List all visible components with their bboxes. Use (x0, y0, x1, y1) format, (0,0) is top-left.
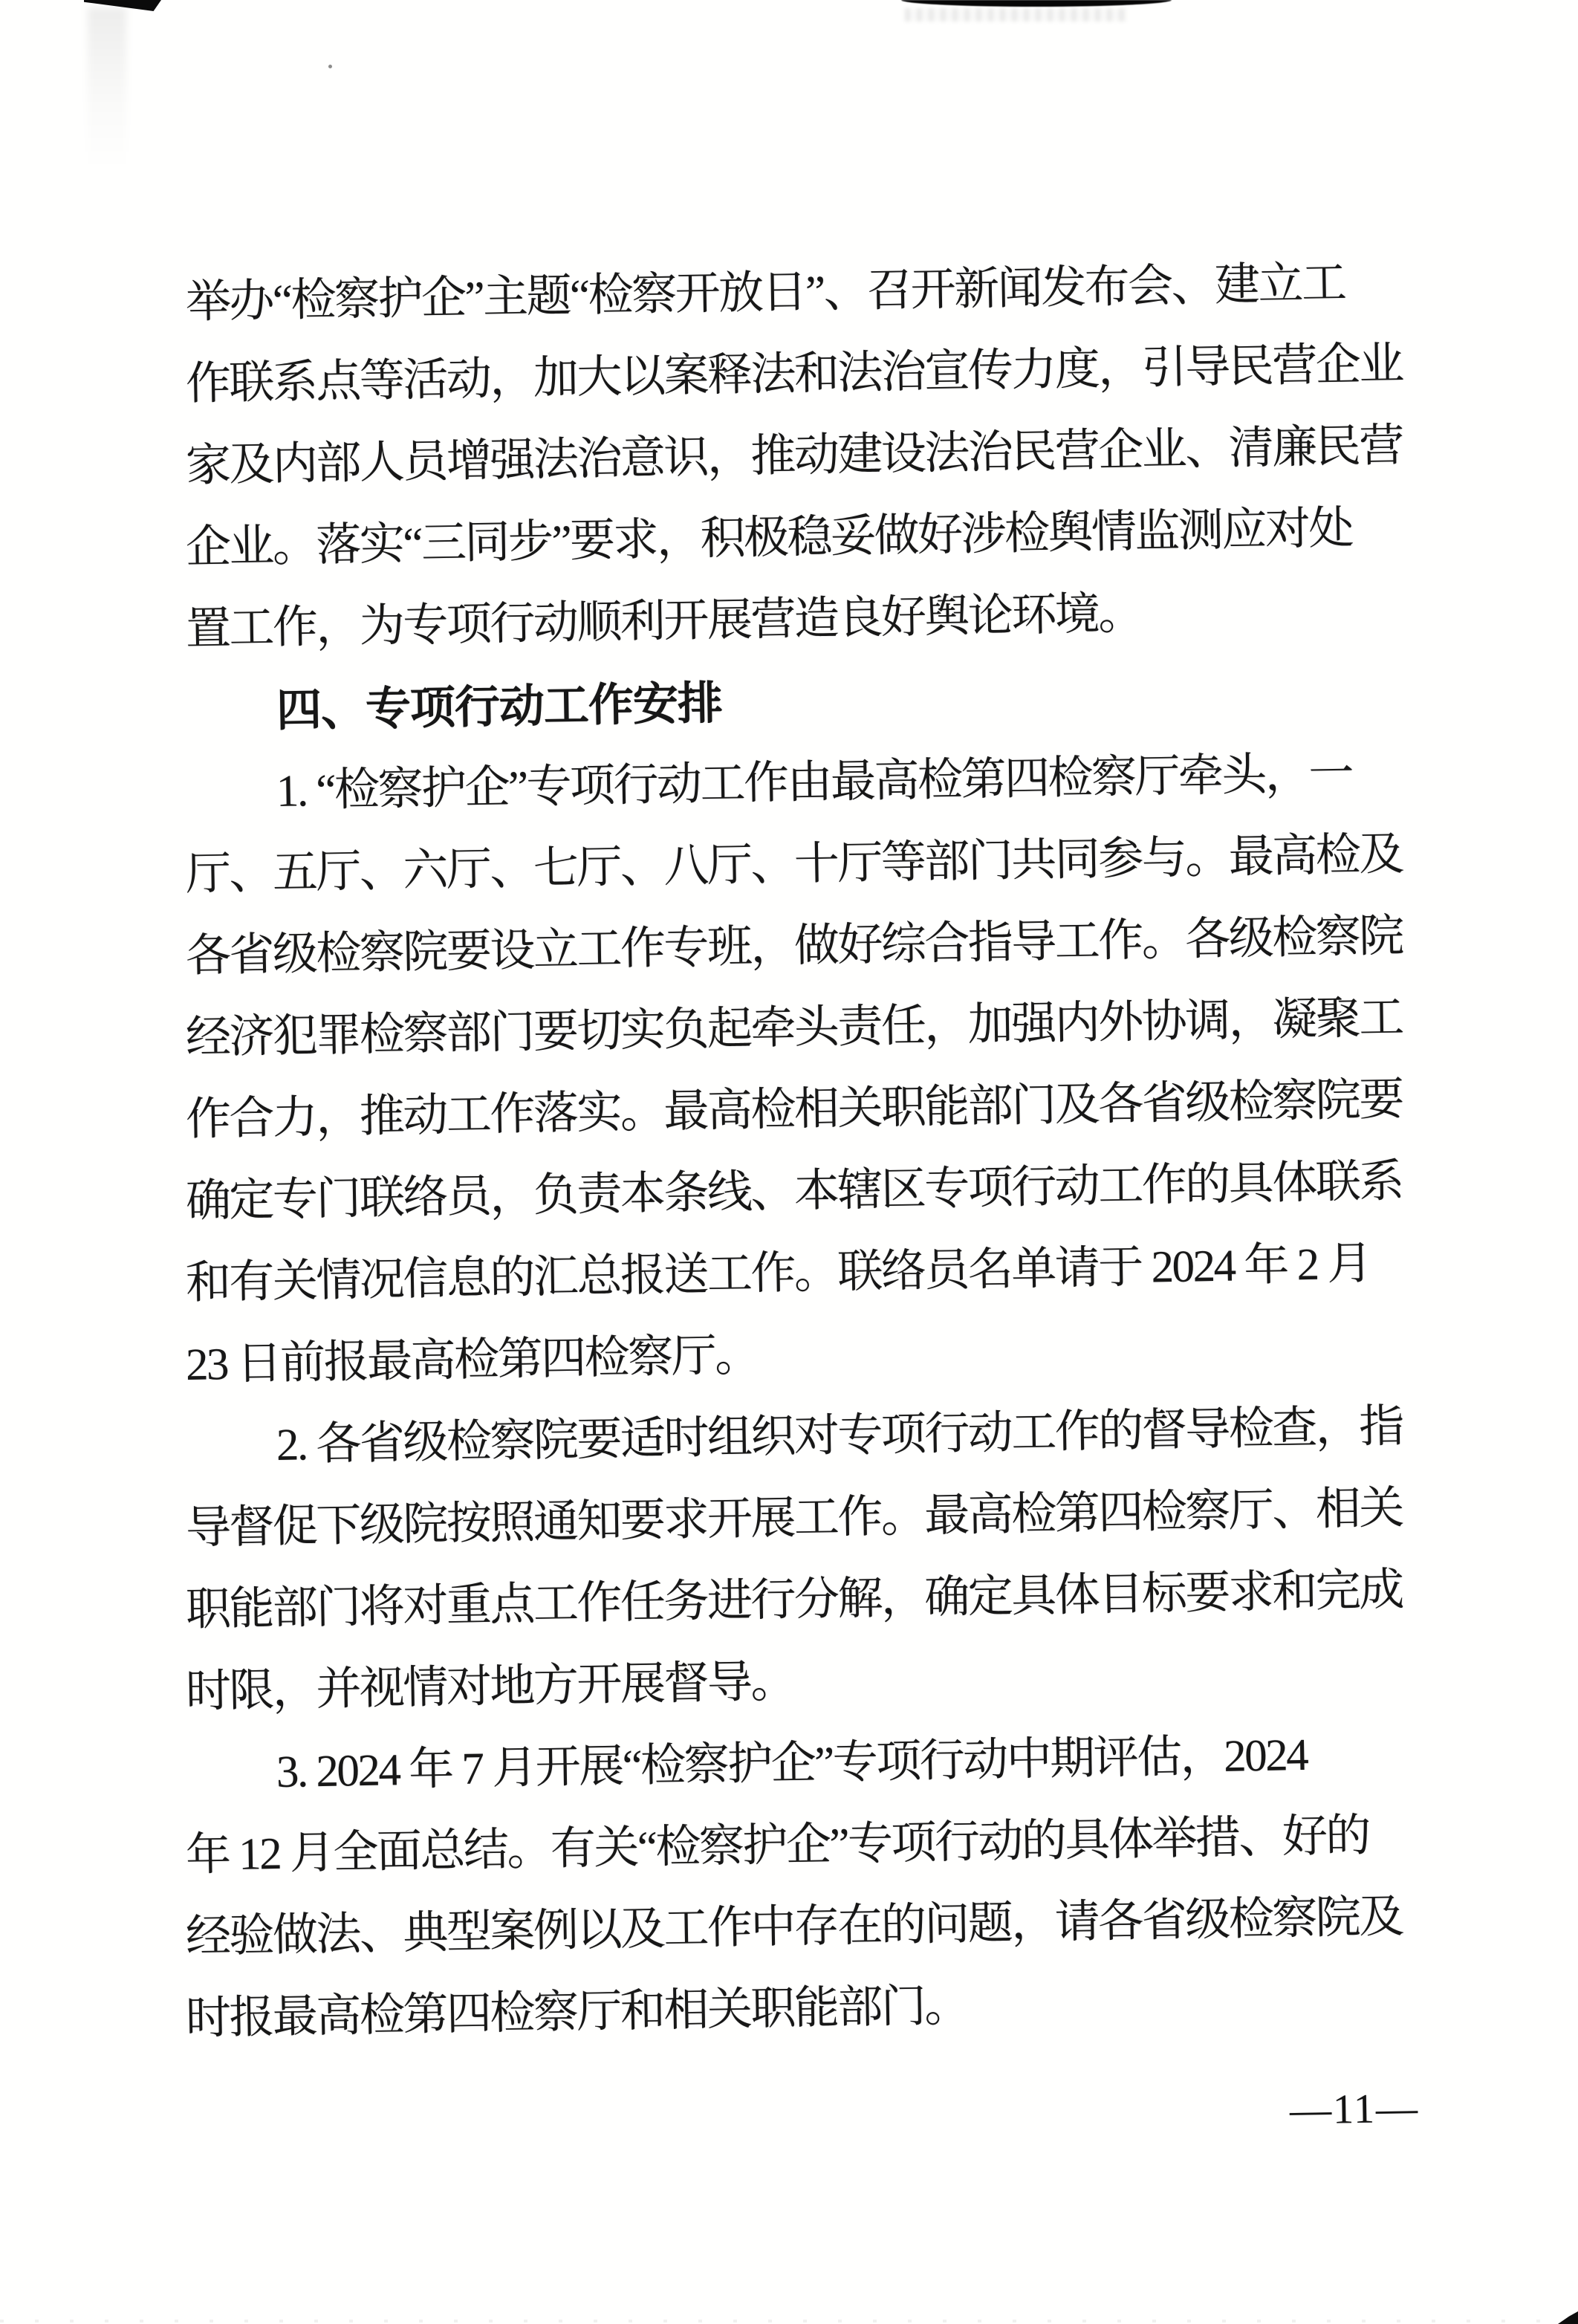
section-heading: 四、专项行动工作安排 (276, 678, 723, 736)
top-edge-black-bar (901, 0, 1172, 7)
text-line: 年 12 月全面总结。有关“检察护企”专项行动的具体举措、好的 (185, 1811, 1370, 1880)
top-edge-fuzz (905, 8, 1128, 22)
text-line: 2. 各省级检察院要适时组织对专项行动工作的督导检查，指 (276, 1401, 1403, 1470)
text-line: 23 日前报最高检第四检察厅。 (185, 1331, 759, 1390)
text-line: 确定专门联络员，负责本条线、本辖区专项行动工作的具体联系 (185, 1156, 1403, 1227)
text-line: 举办“检察护企”主题“检察开放日”、召开新闻发布会、建立工 (185, 259, 1346, 328)
text-line: 家及内部人员增强法治意识，推动建设法治民营企业、清廉民营 (185, 421, 1403, 491)
bottom-right-corner-mark (1558, 2311, 1578, 2324)
text-line: 企业。落实“三同步”要求，积极稳妥做好涉检舆情监测应对处 (185, 503, 1353, 573)
text-line: 导督促下级院按照通知要求开展工作。最高检第四检察厅、相关 (185, 1483, 1403, 1554)
paper-speck (328, 65, 332, 68)
top-left-corner-mark (84, 0, 161, 11)
text-block (185, 259, 1426, 2060)
text-line: 作联系点等活动，加大以案释法和法治宣传力度，引导民营企业 (185, 339, 1403, 409)
bottom-edge-noise (0, 2320, 1578, 2323)
text-line: 时限，并视情对地方开展督导。 (185, 1657, 795, 1717)
text-line: 职能部门将对重点工作任务进行分解，确定具体目标要求和完成 (185, 1565, 1403, 1635)
text-line: 3. 2024 年 7 月开展“检察护企”专项行动中期评估，2024 (276, 1730, 1308, 1797)
text-line: 时报最高检第四检察厅和相关职能部门。 (185, 1981, 969, 2044)
page-number: —11— (1289, 2085, 1420, 2134)
text-line: 置工作，为专项行动顺利开展营造良好舆论环境。 (185, 588, 1143, 655)
left-edge-smudge (88, 7, 126, 171)
text-line: 1. “检察护企”专项行动工作由最高检第四检察厅牵头，一 (276, 748, 1353, 817)
text-line: 经济犯罪检察部门要切实负起牵头责任，加强内外协调，凝聚工 (185, 993, 1403, 1063)
text-line: 厅、五厅、六厅、七厅、八厅、十厅等部门共同参与。最高检及 (185, 829, 1403, 900)
text-line: 各省级检察院要设立工作专班，做好综合指导工作。各级检察院 (185, 911, 1403, 981)
text-line: 和有关情况信息的汇总报送工作。联络员名单请于 2024 年 2 月 (185, 1239, 1371, 1308)
text-line: 作合力，推动工作落实。最高检相关职能部门及各省级检察院要 (185, 1074, 1403, 1145)
text-line: 经验做法、典型案例以及工作中存在的问题，请各省级检察院及 (185, 1892, 1403, 1962)
